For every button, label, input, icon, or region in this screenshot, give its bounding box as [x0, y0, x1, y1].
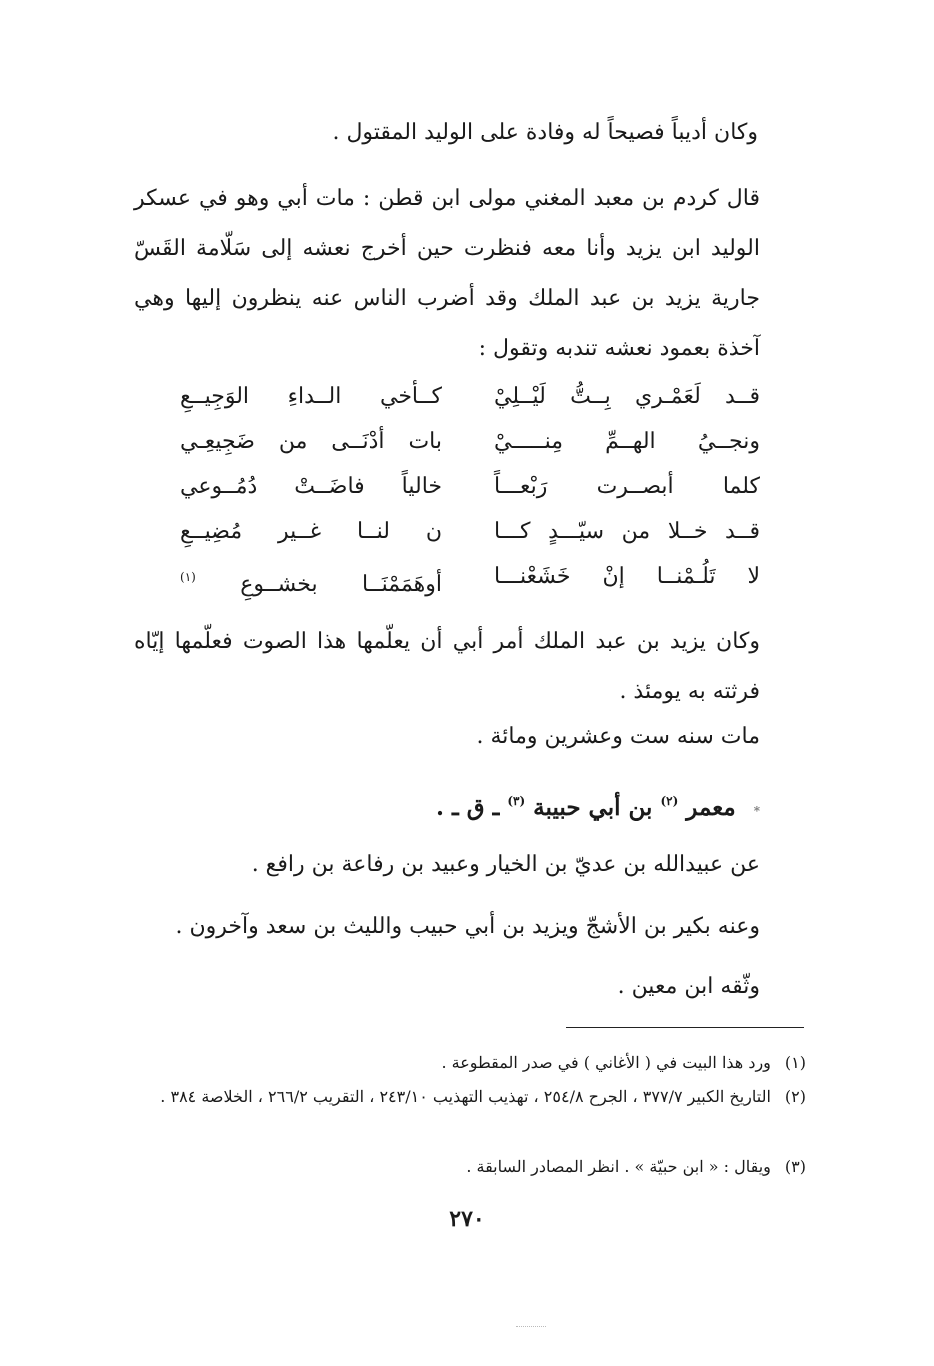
poem-line-5-second-text: أوهَمَمْنَــا بخشــوعِ	[240, 572, 442, 597]
intro-line: وكان أديباً فصيحاً له وفادة على الوليد المقتول .	[332, 120, 758, 145]
footnote-ref-2[interactable]: (٢)	[660, 794, 679, 808]
poem-line-4-second-hemistich: ن لنــا غــير مُضِيــعِ	[180, 519, 442, 544]
poem-line-1-first-hemistich: قــد لَعَمْـري بِــتُّ لَيْــلِيْ	[494, 384, 760, 409]
footnote-ref-3[interactable]: (٣)	[507, 794, 526, 808]
trust-line: وثّقه ابن معين .	[617, 974, 760, 999]
poem-line-1-second-hemistich: كــأخي الــداءِ الوَجِيــعِ	[180, 384, 442, 409]
footnote-1	[138, 1050, 806, 1076]
footnote-1-text: ورد هذا البيت في ( الأغاني ) في صدر المقطوعة .	[441, 1053, 771, 1072]
poem-line-2-first-hemistich: ونجــيُ الهــمِّ مِنـــــيْ	[494, 429, 760, 454]
footnote-2-number: (٢)	[784, 1087, 806, 1106]
footnote-2	[138, 1084, 806, 1110]
paragraph-yazid: وكان يزيد بن عبد الملك أمر أبي أن يعلّمها هذا الصوت فعلّمها إيّاه فرثته به يومئذ .	[134, 629, 760, 704]
footnote-3-number: (٣)	[784, 1157, 806, 1176]
death-line: مات سنه ست وعشرين ومائة .	[476, 724, 760, 749]
paragraph-karadam: قال كردم بن معبد المغني مولى ابن قطن : مات أبي وهو في عسكر الوليد ابن يزيد وأنا معه فنظرت حين أخرج نعشه إلى سَلّامة القَسّ جارية يزيد بن عبد الملك وقد أضرب الناس عنه ينظرون إليها وهي آخذة بعمود نعشه تندبه وتقول :	[134, 186, 760, 361]
poem-line-3-second-hemistich: خالياً فاضَــتْ دُمُــوعي	[180, 474, 442, 499]
narrated-from-line: عن عبيدالله بن عديّ بن الخيار وعبيد بن رفاعة بن رافع .	[251, 852, 760, 877]
poem-line-3-first-hemistich: كلما أبصــرت رَبْعـــاً	[494, 474, 760, 499]
poem-line-5-first-hemistich: لا تَلُـمْنــا إنْ خَشَعْنـــا	[494, 564, 760, 589]
footnote-divider	[566, 1027, 804, 1028]
page-number: ٢٧٠	[449, 1206, 485, 1232]
footnote-1-number: (١)	[784, 1053, 806, 1072]
poem-line-5-second-hemistich	[180, 562, 442, 600]
footnote-ref-1[interactable]: (١)	[180, 570, 196, 584]
entry-heading-lineage: بن أبي حبيبة	[533, 794, 653, 821]
poem-line-4-first-hemistich: قــد خــلا من سيّـــدٍ كـــا	[494, 519, 760, 544]
entry-star-marker: *	[753, 804, 760, 818]
entry-heading-name: معمر	[686, 794, 736, 821]
poem-line-2-second-hemistich: بات أدْنَــى من ضَجِيعِـي	[180, 429, 442, 454]
entry-heading	[436, 786, 760, 826]
scan-speck	[516, 1326, 546, 1329]
footnote-3	[138, 1154, 806, 1180]
narrated-by-line: وعنه بكير بن الأشجّ ويزيد بن أبي حبيب والليث بن سعد وآخرون .	[175, 914, 760, 939]
entry-heading-tail: ـ ق ـ .	[435, 794, 500, 821]
footnote-3-text: ويقال : « ابن حبيّة » . انظر المصادر السابقة .	[466, 1157, 771, 1176]
footnote-2-text: التاريخ الكبير ٣٧٧/٧ ، الجرح ٢٥٤/٨ ، تهذيب التهذيب ٢٤٣/١٠ ، التقريب ٢٦٦/٢ ، الخلاصة ٣٨٤ .	[160, 1087, 771, 1106]
